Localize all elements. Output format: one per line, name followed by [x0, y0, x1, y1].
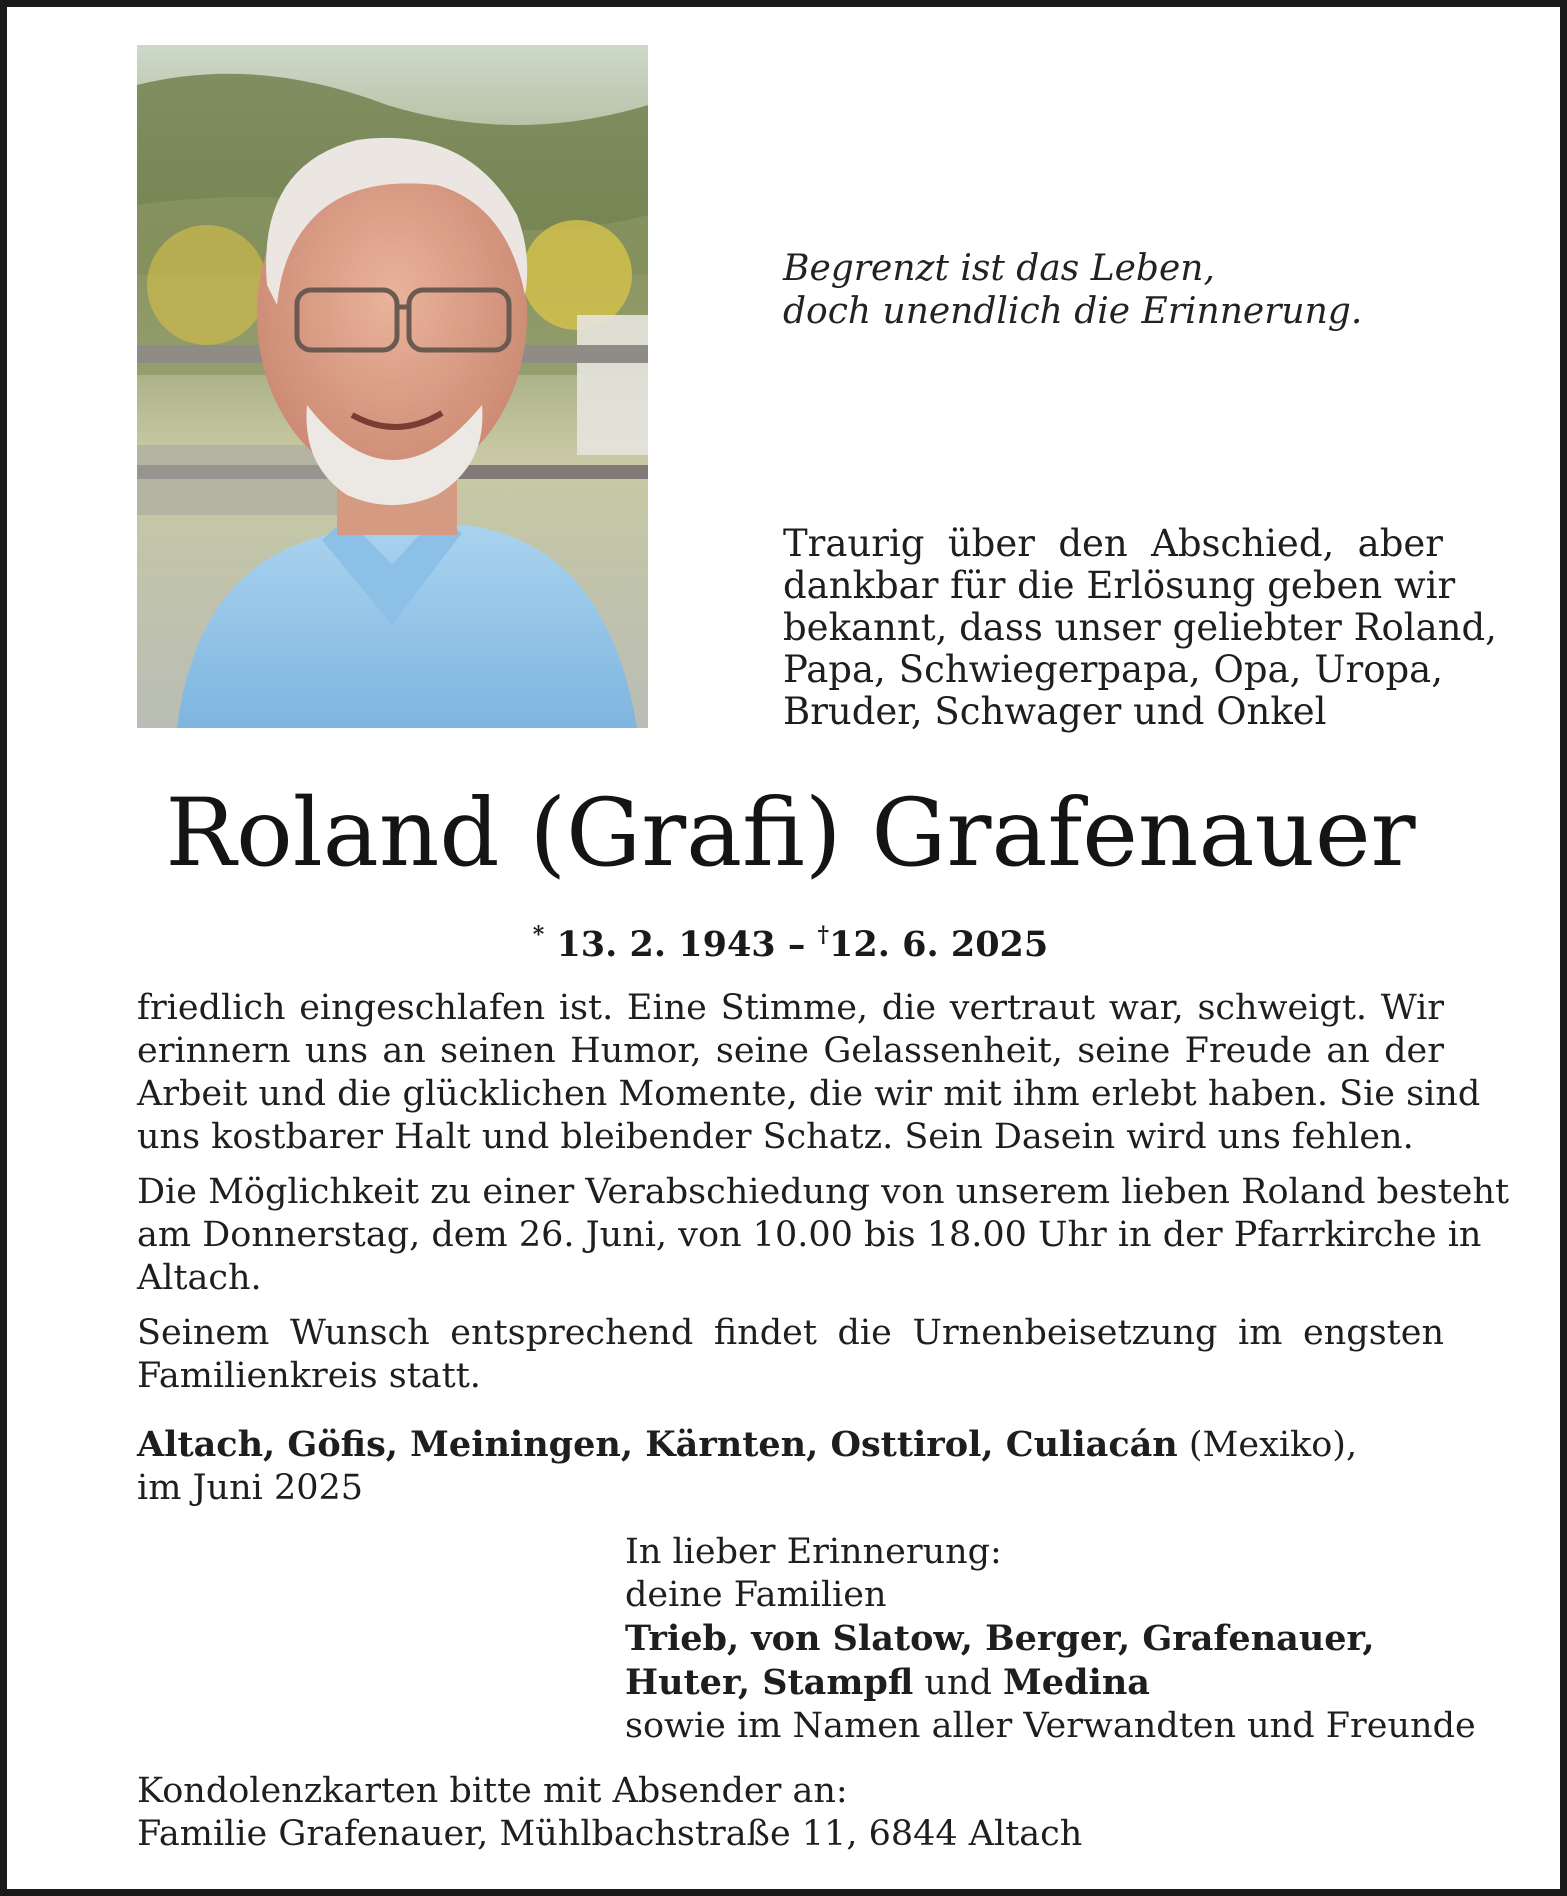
paragraph-viewing	[137, 1171, 1510, 1300]
intro-line: bekannt, dass unser geliebter Roland,	[783, 606, 1497, 649]
intro-line: Traurig über den Abschied, aber	[783, 522, 1443, 565]
intro-line: Papa, Schwiegerpapa, Opa, Uropa,	[783, 648, 1443, 691]
body-line: Die Möglichkeit zu einer Verabschiedung von unserem lieben Roland besteht	[137, 1172, 1510, 1212]
family-names: Huter, Stampfl	[625, 1662, 914, 1703]
deceased-name: Roland (Grafi) Grafenauer	[165, 779, 1416, 888]
issue-date: im Juni 2025	[137, 1468, 364, 1508]
quote-line-1: Begrenzt ist das Leben,	[783, 248, 1215, 289]
quote-line-2: doch unendlich die Erinnerung.	[783, 291, 1363, 332]
portrait-photo	[137, 45, 648, 728]
date-separator: –	[787, 924, 806, 965]
birth-symbol: *	[532, 922, 545, 948]
body-line: uns kostbarer Halt und bleibender Schatz. Sein Dasein wird uns fehlen.	[137, 1117, 1414, 1157]
condolence-address	[137, 1770, 1437, 1856]
intro-line: dankbar für die Erlösung geben wir	[783, 564, 1456, 607]
signature-line: In lieber Erinnerung:	[625, 1532, 1002, 1572]
body-line: Familienkreis statt.	[137, 1356, 481, 1396]
body-line: Arbeit und die glücklichen Momente, die wir mit ihm erlebt haben. Sie sind	[137, 1074, 1481, 1114]
death-symbol: †	[817, 922, 830, 948]
intro-line: Bruder, Schwager und Onkel	[783, 690, 1327, 733]
body-line: friedlich eingeschlafen ist. Eine Stimme, die vertraut war, schweigt. Wir	[137, 988, 1444, 1028]
paragraph-burial	[137, 1312, 1444, 1398]
life-dates	[7, 913, 1567, 967]
signature-line: deine Familien	[625, 1575, 887, 1615]
memorial-quote	[783, 247, 1483, 333]
death-date: 12. 6. 2025	[829, 924, 1049, 965]
signature-line: sowie im Namen aller Verwandten und Freunde	[625, 1706, 1476, 1746]
condolence-line: Familie Grafenauer, Mühlbachstraße 11, 6844 Altach	[137, 1814, 1083, 1854]
family-names: Trieb, von Slatow, Berger, Grafenauer,	[625, 1618, 1375, 1659]
family-names: Medina	[1003, 1662, 1150, 1703]
body-line: Altach.	[137, 1258, 262, 1298]
places-and-date	[137, 1423, 1437, 1510]
places-country: (Mexiko),	[1177, 1425, 1358, 1465]
family-signature	[625, 1531, 1476, 1748]
condolence-line: Kondolenzkarten bitte mit Absender an:	[137, 1771, 848, 1811]
places-list: Altach, Göfis, Meiningen, Kärnten, Osttirol, Culiacán	[137, 1424, 1178, 1465]
body-line: Seinem Wunsch entsprechend findet die Urnenbeisetzung im engsten	[137, 1313, 1444, 1353]
body-line: am Donnerstag, dem 26. Juni, von 10.00 bis 18.00 Uhr in der Pfarrkirche in	[137, 1215, 1482, 1255]
paragraph-farewell	[137, 987, 1481, 1159]
portrait-image	[137, 45, 648, 728]
body-line: erinnern uns an seinen Humor, seine Gelassenheit, seine Freude an der	[137, 1031, 1444, 1071]
obituary-body	[137, 987, 1510, 1410]
conjunction: und	[913, 1663, 1004, 1703]
birth-date: 13. 2. 1943	[556, 924, 776, 965]
intro-text	[783, 522, 1497, 733]
